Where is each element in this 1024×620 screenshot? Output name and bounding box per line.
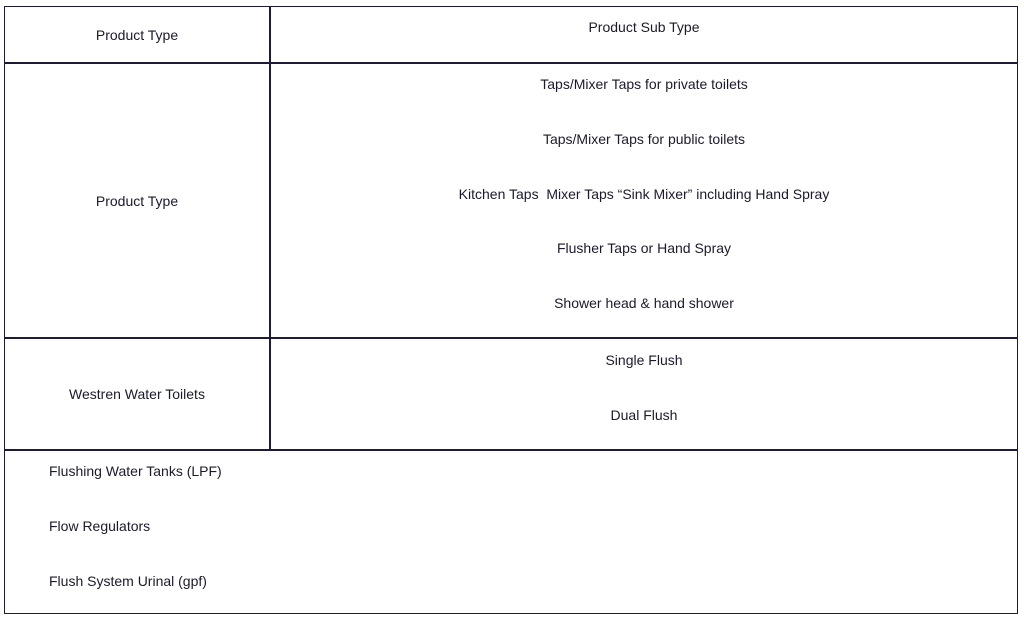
header-product-sub-type-label: Product Sub Type bbox=[588, 19, 700, 35]
table-row-other-products bbox=[5, 451, 1017, 613]
taps-subtype-item: Shower head & hand shower bbox=[554, 295, 734, 311]
toilets-subtype-cell bbox=[271, 339, 1017, 449]
toilets-subtype-item: Dual Flush bbox=[610, 407, 678, 423]
header-product-type-label: Product Type bbox=[95, 26, 179, 43]
taps-type-cell bbox=[5, 64, 271, 337]
taps-subtype-item: Flusher Taps or Hand Spray bbox=[556, 240, 732, 256]
other-product-item: Flush System Urinal (gpf) bbox=[49, 573, 207, 589]
table-row-taps bbox=[5, 64, 1017, 339]
header-product-sub-type bbox=[271, 7, 1017, 62]
other-product-item: Flushing Water Tanks (LPF) bbox=[49, 463, 222, 479]
product-table bbox=[4, 6, 1018, 614]
header-product-type bbox=[5, 7, 271, 62]
taps-type-label: Product Type bbox=[95, 192, 179, 209]
table-header-row bbox=[5, 7, 1017, 64]
taps-subtype-item: Taps/Mixer Taps for public toilets bbox=[542, 131, 746, 147]
taps-subtype-cell bbox=[271, 64, 1017, 337]
toilets-subtype-item: Single Flush bbox=[605, 352, 683, 368]
toilets-type-cell bbox=[5, 339, 271, 449]
toilets-type-label: Westren Water Toilets bbox=[69, 386, 205, 402]
other-product-item: Flow Regulators bbox=[49, 518, 151, 534]
table-row-toilets bbox=[5, 339, 1017, 451]
taps-subtype-item: Taps/Mixer Taps for private toilets bbox=[540, 76, 748, 92]
taps-subtype-item: Kitchen Taps Mixer Taps “Sink Mixer” including Hand Spray bbox=[458, 186, 830, 202]
